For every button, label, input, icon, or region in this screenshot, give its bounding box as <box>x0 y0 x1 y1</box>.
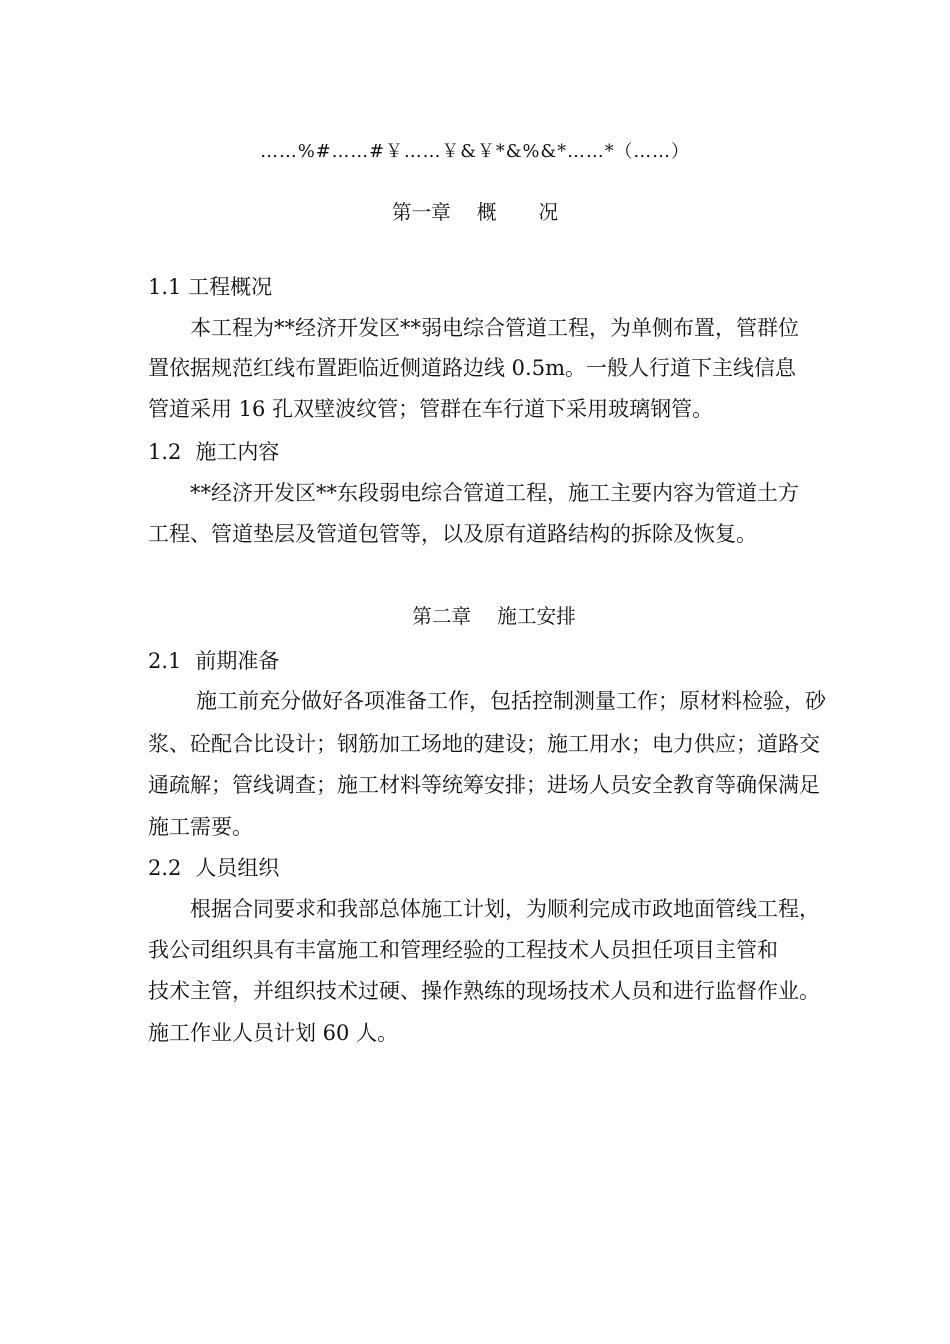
section-2-1-line-1: 施工前充分做好各项准备工作，包括控制测量工作；原材料检验，砂 <box>196 689 826 713</box>
section-1-2-title: 施工内容 <box>195 440 280 464</box>
section-1-1-line-1: 本工程为**经济开发区**弱电综合管道工程，为单侧布置，管群位 <box>190 316 799 340</box>
chapter-1-heading <box>0 198 950 228</box>
chapter-2-heading <box>0 602 950 632</box>
section-1-1-line-3: 管道采用 16 孔双壁波纹管；管群在车行道下采用玻璃钢管。 <box>148 397 714 421</box>
section-2-1-line-4: 施工需要。 <box>148 815 253 839</box>
section-2-1-heading <box>148 646 848 676</box>
section-1-1-line-2: 置依据规范红线布置距临近侧道路边线 0.5m。一般人行道下主线信息 <box>148 356 796 380</box>
section-2-2-line-2: 我公司组织具有丰富施工和管理经验的工程技术人员担任项目主管和 <box>148 938 778 962</box>
section-2-1-number: 2.1 <box>148 649 182 673</box>
section-2-1-line-2: 浆、砼配合比设计；钢筋加工场地的建设；施工用水；电力供应；道路交 <box>148 732 820 756</box>
chapter-2-title: 施工安排 <box>497 605 576 628</box>
section-1-2-heading <box>148 437 848 467</box>
section-2-2-number: 2.2 <box>148 856 182 880</box>
chapter-1-title-part1: 概 <box>476 201 497 224</box>
section-2-1-title: 前期准备 <box>195 649 280 673</box>
section-1-2-line-2: 工程、管道垫层及管道包管等，以及原有道路结构的拆除及恢复。 <box>148 522 757 546</box>
section-2-2-line-4: 施工作业人员计划 60 人。 <box>148 1021 399 1045</box>
section-1-1-heading: 1.1 工程概况 <box>148 275 273 299</box>
section-2-2-line-1: 根据合同要求和我部总体施工计划，为顺利完成市政地面管线工程， <box>190 897 820 921</box>
section-2-2-line-3: 技术主管，并组织技术过硬、操作熟练的现场技术人员和进行监督作业。 <box>148 979 820 1003</box>
section-2-2-heading <box>148 853 848 883</box>
chapter-1-number: 第一章 <box>391 201 451 224</box>
section-2-1-line-3: 通疏解；管线调查；施工材料等统筹安排；进场人员安全教育等确保满足 <box>148 773 820 797</box>
section-2-2-title: 人员组织 <box>195 856 280 880</box>
section-1-2-number: 1.2 <box>148 440 182 464</box>
section-1-2-line-1: **经济开发区**东段弱电综合管道工程，施工主要内容为管道土方 <box>190 481 799 505</box>
document-title: ……%#……#￥……￥&￥*&%&*……*（……） <box>260 141 690 162</box>
chapter-1-title-part2: 况 <box>538 201 559 224</box>
chapter-2-number: 第二章 <box>412 605 472 628</box>
